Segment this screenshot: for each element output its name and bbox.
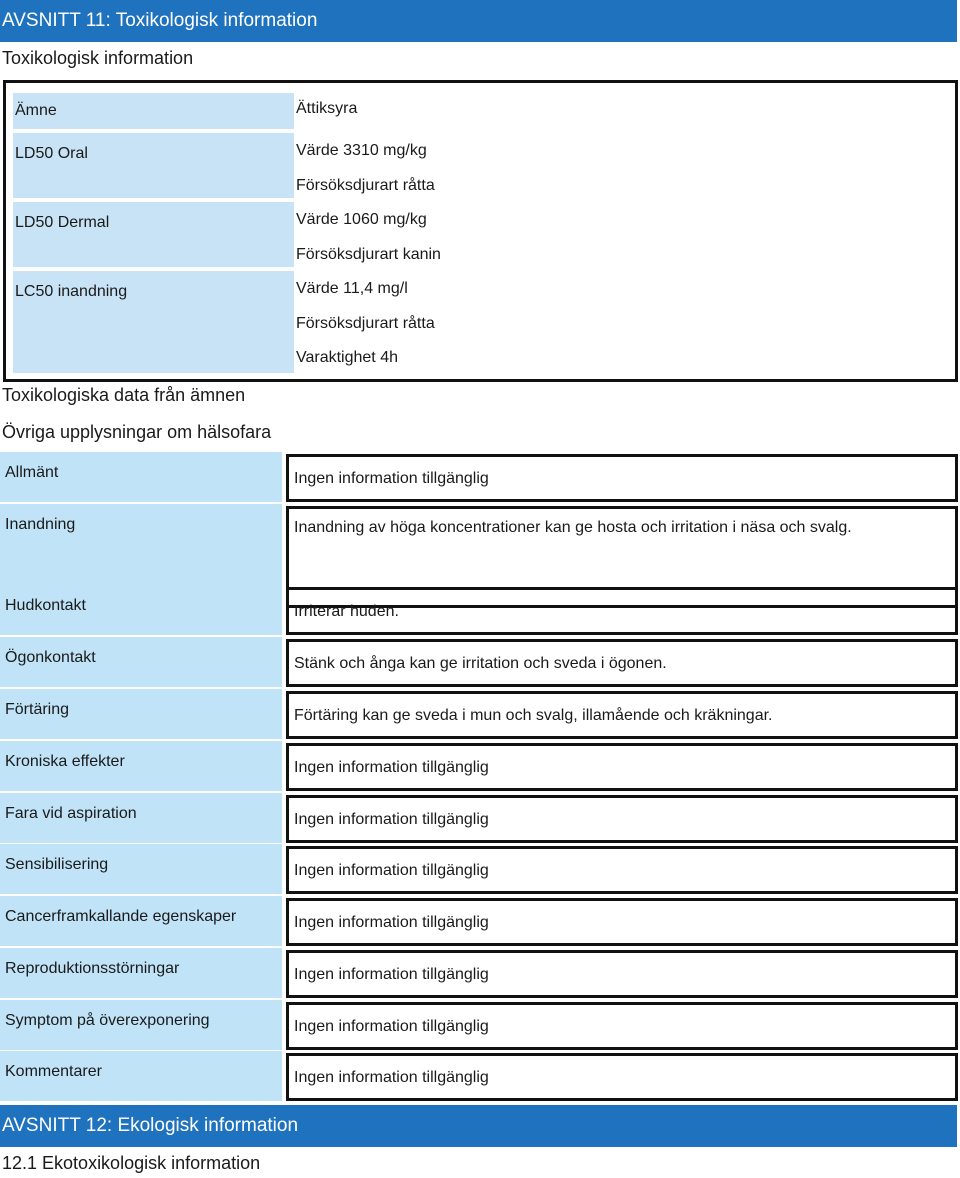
toxikologiska-data-heading: Toxikologiska data från ämnen [2,385,246,405]
ekotoxikologisk-information-heading: 12.1 Ekotoxikologisk information [2,1153,261,1173]
health-value: Irriterar huden. [286,587,958,635]
health-value: Ingen information tillgänglig [286,454,958,502]
health-label: Förtäring [0,689,282,739]
health-value: Ingen information tillgänglig [286,795,958,843]
amne-label: Ämne [13,93,294,129]
health-row-hudkontakt [0,585,958,635]
lc50-inandning-species: Försöksdjurart råtta [296,315,435,332]
health-label: Cancerframkallande egenskaper [0,896,282,946]
health-value: Ingen information tillgänglig [286,846,958,894]
health-label: Kommentarer [0,1051,282,1101]
section-12-header: AVSNITT 12: Ekologisk information [0,1105,957,1147]
health-row-allmant [0,452,958,502]
health-value: Ingen information tillgänglig [286,743,958,791]
ld50-oral-value: Värde 3310 mg/kg [296,142,427,159]
health-value: Ingen information tillgänglig [286,950,958,998]
ld50-dermal-value: Värde 1060 mg/kg [296,211,427,228]
toxikologisk-information-heading: Toxikologisk information [2,48,194,68]
ld50-dermal-label: LD50 Dermal [13,202,294,267]
health-row-ogonkontakt [0,637,958,687]
health-row-inandning [0,504,958,554]
health-row-cancerframkallande [0,896,958,946]
health-value: Stänk och ånga kan ge irritation och sveda i ögonen. [286,639,958,687]
section-11-header: AVSNITT 11: Toxikologisk information [0,0,957,42]
health-value: Inandning av höga koncentrationer kan ge hosta och irritation i näsa och svalg. [286,506,958,608]
health-row-fortaring [0,689,958,739]
health-row-kommentarer [0,1051,958,1101]
health-label: Kroniska effekter [0,741,282,791]
health-row-kroniska-effekter [0,741,958,791]
health-label: Reproduktionsstörningar [0,948,282,998]
health-value: Ingen information tillgänglig [286,1053,958,1101]
health-row-fara-vid-aspiration [0,793,958,843]
health-label: Symptom på överexponering [0,1000,282,1050]
health-label: Hudkontakt [0,585,282,635]
health-value: Ingen information tillgänglig [286,898,958,946]
health-value: Förtäring kan ge sveda i mun och svalg, illamående och kräkningar. [286,691,958,739]
ld50-dermal-species: Försöksdjurart kanin [296,246,441,263]
toxicology-table [3,80,958,382]
ld50-oral-label: LD50 Oral [13,133,294,198]
health-row-reproduktionsstorningar [0,948,958,998]
health-row-sensibilisering [0,844,958,894]
health-label: Inandning [0,504,282,606]
health-label: Allmänt [0,452,282,502]
ld50-oral-species: Försöksdjurart råtta [296,177,435,194]
health-row-symptom [0,1000,958,1050]
lc50-inandning-duration: Varaktighet 4h [296,349,398,366]
ovriga-upplysningar-heading: Övriga upplysningar om hälsofara [2,422,272,442]
lc50-inandning-value: Värde 11,4 mg/l [296,280,408,297]
health-value: Ingen information tillgänglig [286,1002,958,1050]
amne-value: Ättiksyra [296,100,358,117]
lc50-inandning-label: LC50 inandning [13,271,294,373]
health-label: Ögonkontakt [0,637,282,687]
health-label: Sensibilisering [0,844,282,894]
health-label: Fara vid aspiration [0,793,282,843]
